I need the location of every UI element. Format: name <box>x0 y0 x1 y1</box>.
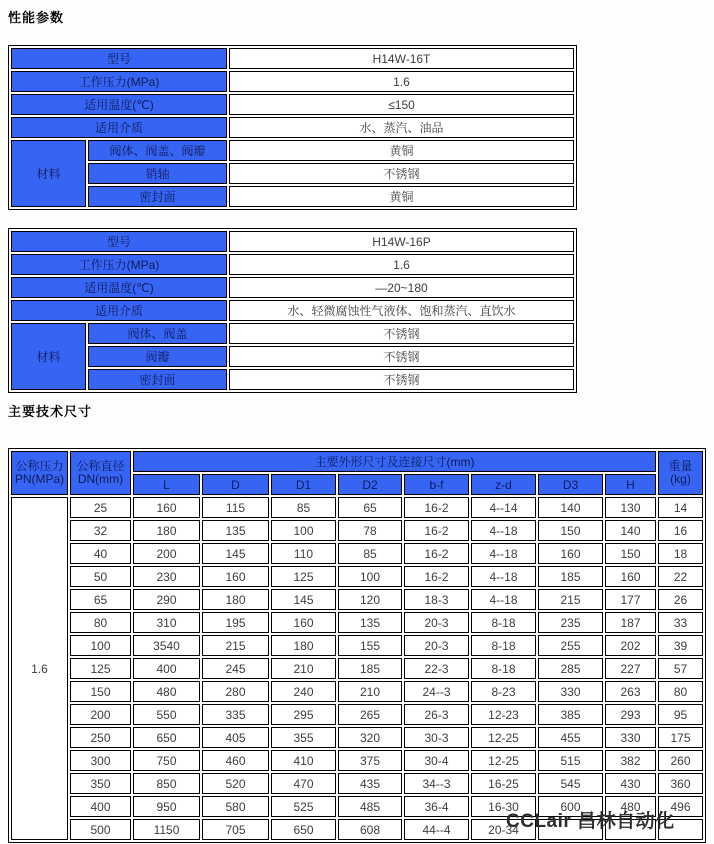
dim-cell: 16 <box>658 520 703 541</box>
dimension-row <box>11 520 703 541</box>
spec-row <box>11 346 574 367</box>
dim-cell: 705 <box>202 819 269 840</box>
spec-row <box>11 94 574 115</box>
dim-cell: 430 <box>605 773 656 794</box>
col-header-D1: D1 <box>271 474 336 495</box>
spec-row <box>11 48 574 69</box>
dim-cell: 355 <box>271 727 336 748</box>
dim-cell: 295 <box>271 704 336 725</box>
dim-cell: 16-25 <box>471 773 536 794</box>
dim-cell: 160 <box>538 543 603 564</box>
spec-label: 工作压力(MPa) <box>11 254 227 275</box>
dim-cell: 65 <box>338 497 402 518</box>
dim-cell: 26 <box>658 589 703 610</box>
dim-cell: 580 <box>202 796 269 817</box>
dim-cell: 496 <box>658 796 703 817</box>
dim-cell: 485 <box>338 796 402 817</box>
dimension-row <box>11 773 703 794</box>
dim-cell: 20-3 <box>404 612 469 633</box>
spec-label: 型号 <box>11 231 227 252</box>
dn-cell: 200 <box>70 704 131 725</box>
dim-cell: 608 <box>338 819 402 840</box>
dn-cell: 300 <box>70 750 131 771</box>
dim-cell: 280 <box>202 681 269 702</box>
dimension-row <box>11 589 703 610</box>
spec-label: 工作压力(MPa) <box>11 71 227 92</box>
dn-cell: 50 <box>70 566 131 587</box>
dim-cell: 293 <box>605 704 656 725</box>
spec-row <box>11 231 574 252</box>
spec-label: 密封面 <box>88 186 227 207</box>
dim-cell: 550 <box>133 704 200 725</box>
pn-value-cell: 1.6 <box>11 497 68 840</box>
dim-cell: 320 <box>338 727 402 748</box>
dim-cell: 34--3 <box>404 773 469 794</box>
spec-value: 不锈钢 <box>229 163 574 184</box>
dim-header-row-1 <box>11 451 703 472</box>
dim-cell: 385 <box>538 704 603 725</box>
col-header-D2: D2 <box>338 474 402 495</box>
dim-cell: 8-18 <box>471 658 536 679</box>
spec-label: 适用介质 <box>11 117 227 138</box>
spec-row <box>11 140 574 161</box>
spec-value: 不锈钢 <box>229 369 574 390</box>
spec-value: 水、蒸汽、油品 <box>229 117 574 138</box>
dn-cell: 32 <box>70 520 131 541</box>
dim-cell: 16-2 <box>404 566 469 587</box>
dim-cell: 4--14 <box>471 497 536 518</box>
dim-cell: 4--18 <box>471 566 536 587</box>
dim-cell: 95 <box>658 704 703 725</box>
dimension-row <box>11 727 703 748</box>
weight-header <box>658 451 703 495</box>
spec-label: 密封面 <box>88 369 227 390</box>
spec-label: 阀体、阀盖、阀瓣 <box>88 140 227 161</box>
dim-cell: 185 <box>338 658 402 679</box>
dim-cell: 255 <box>538 635 603 656</box>
dim-cell: 360 <box>658 773 703 794</box>
dim-cell: 850 <box>133 773 200 794</box>
dim-cell: 215 <box>202 635 269 656</box>
dim-cell: 210 <box>271 658 336 679</box>
dn-cell: 500 <box>70 819 131 840</box>
spec-row <box>11 71 574 92</box>
spec-value: 1.6 <box>229 254 574 275</box>
dim-cell: 140 <box>605 520 656 541</box>
spec-row <box>11 117 574 138</box>
diameter-header <box>70 451 131 495</box>
material-group-label: 材料 <box>11 323 86 390</box>
dim-cell: 215 <box>538 589 603 610</box>
dim-cell: 145 <box>202 543 269 564</box>
dn-cell: 40 <box>70 543 131 564</box>
spec-value: H14W-16P <box>229 231 574 252</box>
dim-cell: 57 <box>658 658 703 679</box>
dim-cell: 120 <box>338 589 402 610</box>
dim-cell: 44--4 <box>404 819 469 840</box>
dim-cell: 78 <box>338 520 402 541</box>
dim-cell: 135 <box>202 520 269 541</box>
dims-group-header: 主要外形尺寸及连接尺寸(mm) <box>133 451 656 472</box>
spec-value: H14W-16T <box>229 48 574 69</box>
dim-cell: 405 <box>202 727 269 748</box>
spec-table-h14w-16t <box>8 45 577 210</box>
spec-value: ≤150 <box>229 94 574 115</box>
spec-label: 适用温度(℃) <box>11 277 227 298</box>
watermark: CCLair 昌林自动化 <box>506 811 675 832</box>
spec-value: 不锈钢 <box>229 346 574 367</box>
dim-cell: 520 <box>202 773 269 794</box>
dim-cell: 310 <box>133 612 200 633</box>
dim-cell: 245 <box>202 658 269 679</box>
dim-cell: 185 <box>538 566 603 587</box>
dimension-row <box>11 681 703 702</box>
dim-cell: 12-25 <box>471 750 536 771</box>
dim-cell: 180 <box>133 520 200 541</box>
dim-cell: 125 <box>271 566 336 587</box>
dim-cell: 8-18 <box>471 635 536 656</box>
dim-cell: 525 <box>271 796 336 817</box>
dim-cell: 263 <box>605 681 656 702</box>
dim-cell: 16-30 <box>471 796 536 817</box>
dim-cell: 135 <box>338 612 402 633</box>
dim-cell: 20-34 <box>471 819 536 840</box>
dim-cell: 80 <box>658 681 703 702</box>
dim-cell: 100 <box>338 566 402 587</box>
dim-cell: 460 <box>202 750 269 771</box>
spec-value: 水、轻微腐蚀性气液体、饱和蒸汽、直饮水 <box>229 300 574 321</box>
spec-value: 黄铜 <box>229 140 574 161</box>
dimension-row <box>11 658 703 679</box>
dim-cell: 16-2 <box>404 543 469 564</box>
col-header-zd: z-d <box>471 474 536 495</box>
dim-cell: 650 <box>133 727 200 748</box>
col-header-D: D <box>202 474 269 495</box>
dim-cell: 16-2 <box>404 497 469 518</box>
spec-label: 适用温度(℃) <box>11 94 227 115</box>
dim-cell: 175 <box>658 727 703 748</box>
dim-cell: 230 <box>133 566 200 587</box>
dim-cell: 24--3 <box>404 681 469 702</box>
dim-cell: 375 <box>338 750 402 771</box>
dim-cell: 155 <box>338 635 402 656</box>
col-header-H: H <box>605 474 656 495</box>
dim-cell: 20-3 <box>404 635 469 656</box>
dn-cell: 150 <box>70 681 131 702</box>
dim-cell: 480 <box>605 796 656 817</box>
dim-cell: 1150 <box>133 819 200 840</box>
dim-cell: 8-23 <box>471 681 536 702</box>
dn-cell: 250 <box>70 727 131 748</box>
dim-cell: 150 <box>605 543 656 564</box>
dim-cell: 160 <box>133 497 200 518</box>
spec-row <box>11 277 574 298</box>
dimension-row <box>11 750 703 771</box>
dim-cell: 480 <box>133 681 200 702</box>
dimension-row <box>11 635 703 656</box>
diameter-header-line2: DN(mm) <box>77 472 124 486</box>
dim-cell: 26-3 <box>404 704 469 725</box>
dim-cell: 22-3 <box>404 658 469 679</box>
dim-cell: 130 <box>605 497 656 518</box>
dim-cell: 410 <box>271 750 336 771</box>
dim-cell: 750 <box>133 750 200 771</box>
dim-cell: 335 <box>202 704 269 725</box>
dim-cell: 180 <box>271 635 336 656</box>
dim-cell: 100 <box>271 520 336 541</box>
dim-cell: 180 <box>202 589 269 610</box>
dim-cell: 85 <box>271 497 336 518</box>
diameter-header-line1: 公称直径 <box>76 459 125 473</box>
dim-cell: 285 <box>538 658 603 679</box>
spec-table-h14w-16p <box>8 228 577 393</box>
dim-cell: 85 <box>338 543 402 564</box>
dn-cell: 80 <box>70 612 131 633</box>
dim-cell: 22 <box>658 566 703 587</box>
dim-cell: 227 <box>605 658 656 679</box>
dim-cell: 33 <box>658 612 703 633</box>
dim-cell: 545 <box>538 773 603 794</box>
dim-cell: 3540 <box>133 635 200 656</box>
spec-row <box>11 163 574 184</box>
dimension-row <box>11 497 703 518</box>
spec-value: 不锈钢 <box>229 323 574 344</box>
spec-row <box>11 254 574 275</box>
dim-cell: 150 <box>538 520 603 541</box>
dim-cell: 950 <box>133 796 200 817</box>
dim-cell: 515 <box>538 750 603 771</box>
spec-row <box>11 369 574 390</box>
weight-header-line2: (kg) <box>670 472 691 486</box>
dim-cell: 195 <box>202 612 269 633</box>
col-header-D3: D3 <box>538 474 603 495</box>
section-title-dimensions: 主要技术尺寸 <box>8 404 93 419</box>
dn-cell: 125 <box>70 658 131 679</box>
spec-row <box>11 186 574 207</box>
dim-cell: 4--18 <box>471 589 536 610</box>
dim-cell: 14 <box>658 497 703 518</box>
dim-cell: 160 <box>271 612 336 633</box>
dn-cell: 400 <box>70 796 131 817</box>
spec-label: 阀体、阀盖 <box>88 323 227 344</box>
spec-label: 阀瓣 <box>88 346 227 367</box>
section-title-performance: 性能参数 <box>8 10 65 25</box>
dn-cell: 65 <box>70 589 131 610</box>
spec-value: 1.6 <box>229 71 574 92</box>
dimension-table <box>8 448 706 843</box>
spec-label: 适用介质 <box>11 300 227 321</box>
dim-cell: 18-3 <box>404 589 469 610</box>
dim-cell: 235 <box>538 612 603 633</box>
dim-cell: 470 <box>271 773 336 794</box>
dim-cell: 4--18 <box>471 520 536 541</box>
dim-cell: 12-23 <box>471 704 536 725</box>
pressure-header-line2: PN(MPa) <box>14 472 65 486</box>
dim-cell: 140 <box>538 497 603 518</box>
spec-row <box>11 300 574 321</box>
col-header-L: L <box>133 474 200 495</box>
dim-cell: 145 <box>271 589 336 610</box>
dim-cell: 30-3 <box>404 727 469 748</box>
spec-label: 型号 <box>11 48 227 69</box>
dim-cell: 202 <box>605 635 656 656</box>
material-group-label: 材料 <box>11 140 86 207</box>
dim-cell: 400 <box>133 658 200 679</box>
dim-cell: 110 <box>271 543 336 564</box>
spec-label: 销轴 <box>88 163 227 184</box>
dim-cell: 12-25 <box>471 727 536 748</box>
dim-cell: 330 <box>605 727 656 748</box>
dim-cell: 210 <box>338 681 402 702</box>
dim-cell: 30-4 <box>404 750 469 771</box>
dimension-row <box>11 612 703 633</box>
dim-cell: 39 <box>658 635 703 656</box>
dim-cell: 36-4 <box>404 796 469 817</box>
dim-cell: 18 <box>658 543 703 564</box>
pressure-header-line1: 公称压力 <box>15 459 64 473</box>
dim-cell: 160 <box>605 566 656 587</box>
dim-cell: 16-2 <box>404 520 469 541</box>
dim-cell: 382 <box>605 750 656 771</box>
dim-cell: 200 <box>133 543 200 564</box>
dim-cell: 115 <box>202 497 269 518</box>
dimension-row <box>11 543 703 564</box>
spec-value: 黄铜 <box>229 186 574 207</box>
dim-cell: 260 <box>658 750 703 771</box>
spec-value: —20~180 <box>229 277 574 298</box>
dim-cell: 455 <box>538 727 603 748</box>
dim-cell: 290 <box>133 589 200 610</box>
dimension-row <box>11 566 703 587</box>
dn-cell: 100 <box>70 635 131 656</box>
dim-cell: 8-18 <box>471 612 536 633</box>
dim-cell: 650 <box>271 819 336 840</box>
dim-cell: 600 <box>538 796 603 817</box>
dim-cell: 330 <box>538 681 603 702</box>
dim-cell: 160 <box>202 566 269 587</box>
dim-cell: 177 <box>605 589 656 610</box>
pressure-header <box>11 451 68 495</box>
spec-row <box>11 323 574 344</box>
col-header-bf: b-f <box>404 474 469 495</box>
dim-cell: 4--18 <box>471 543 536 564</box>
weight-header-line1: 重量 <box>668 459 693 473</box>
dim-cell: 240 <box>271 681 336 702</box>
dn-cell: 350 <box>70 773 131 794</box>
dim-cell: 435 <box>338 773 402 794</box>
dn-cell: 25 <box>70 497 131 518</box>
dimension-row <box>11 704 703 725</box>
dim-cell: 187 <box>605 612 656 633</box>
dim-cell: 265 <box>338 704 402 725</box>
